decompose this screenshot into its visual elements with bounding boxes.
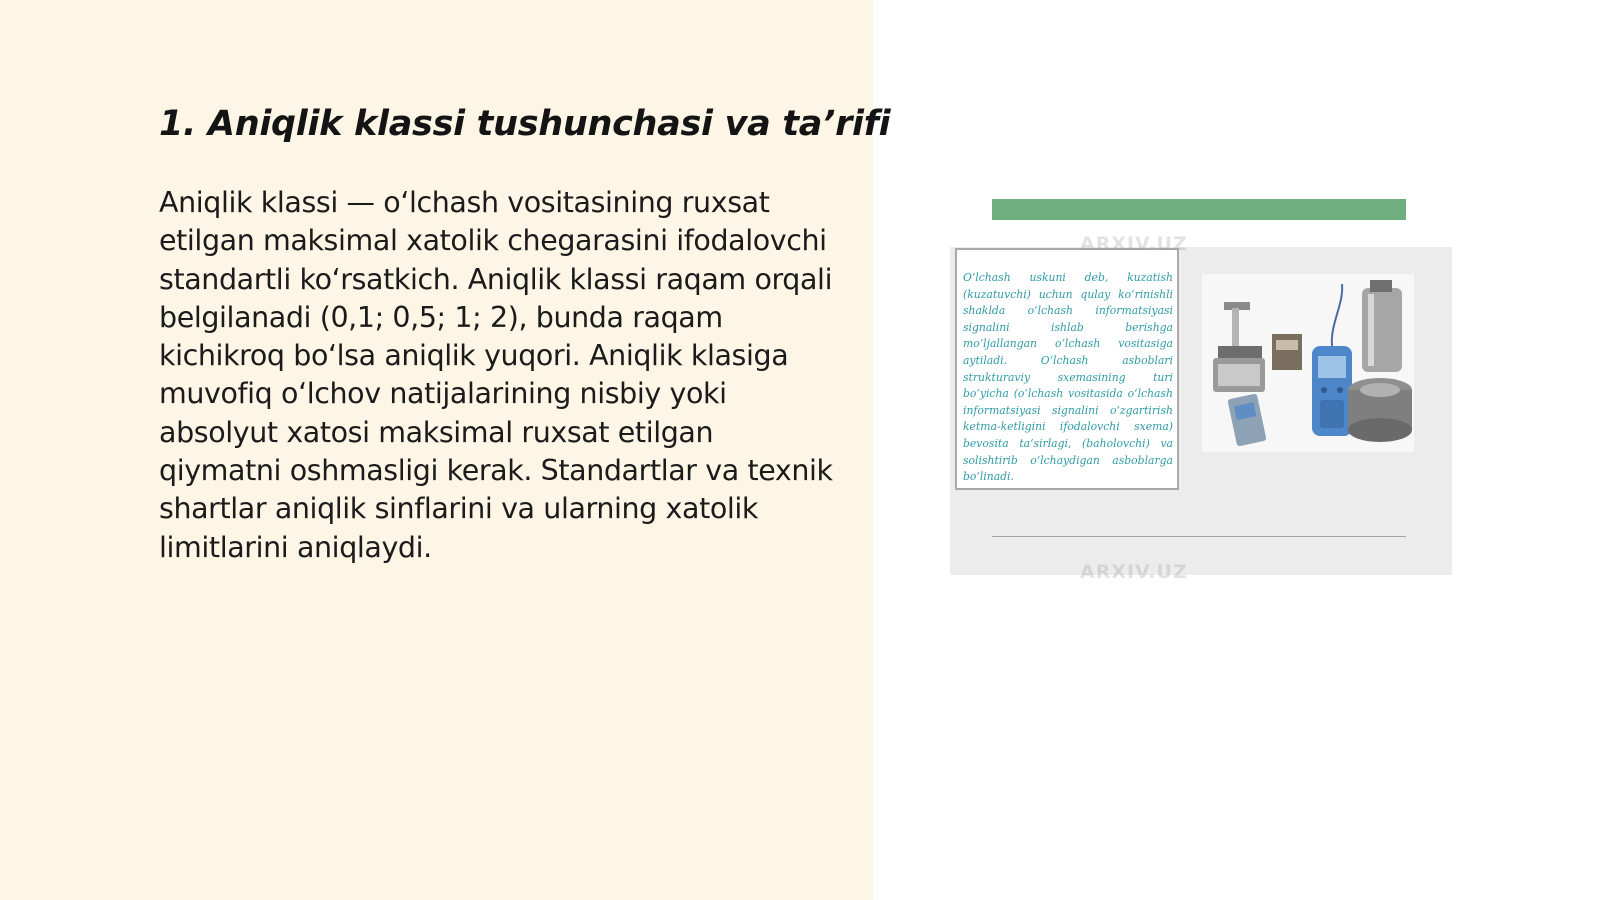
figure-image xyxy=(950,197,1452,583)
slide-title: 1. Aniqlik klassi tushunchasi va ta’rifi xyxy=(159,104,891,144)
figure-divider-line xyxy=(992,536,1406,537)
figure-text-box xyxy=(955,248,1179,490)
measuring-instruments-illustration xyxy=(1202,274,1414,452)
watermark-top: ARXIV.UZ xyxy=(1080,233,1188,255)
watermark-bottom: ARXIV.UZ xyxy=(1080,561,1188,583)
figure-header-bar xyxy=(992,199,1406,220)
slide-body-text: Aniqlik klassi — o‘lchash vositasining ruxsat etilgan maksimal xatolik chegarasini ifodalovchi standartli ko‘rsatkich. Aniqlik klassi raqam orqali belgilanadi (0,1; 0,5; 1; 2), bunda raqam kichikroq bo‘lsa aniqlik yuqori. Aniqlik klasiga muvofiq o‘lchov natijalarining nisbiy yoki absolyut xatosi maksimal ruxsat etilgan qiymatni oshmasligi kerak. Standartlar va texnik shartlar aniqlik sinflarini va ularning xatolik limitlarini aniqlaydi. xyxy=(159,186,833,564)
measuring-instruments-photo xyxy=(1202,274,1414,452)
figure-caption-text: O‘lchash uskuni deb, kuzatish (kuzatuvchi) uchun qulay ko‘rinishli shaklda o‘lchash informatsiyasi signalini ishlab berishga mo‘ljallangan o‘lchash vositasiga aytiladi. O‘lchash asboblari strukturaviy sxemasining turi bo‘yicha (o‘lchash vositasida o‘lchash informatsiyasi signalini o‘zgartirish ketma-ketligini ifodalovchi sxema) bevosita ta‘sirlagi, (baholovchi) va solishtirib o‘lchaydigan asboblarga bo‘linadi. xyxy=(963,271,1173,484)
